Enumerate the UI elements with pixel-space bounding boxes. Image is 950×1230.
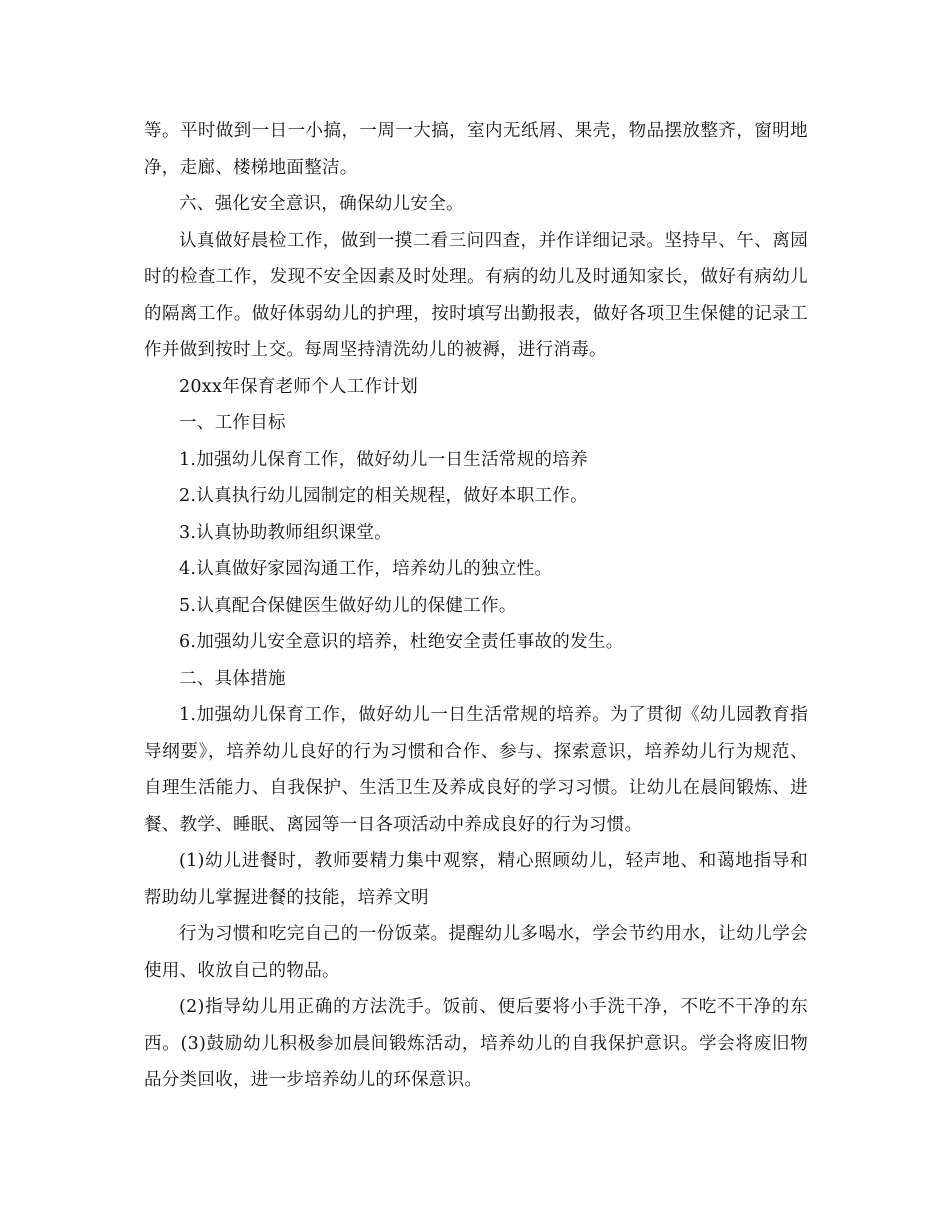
goal-item-1: 1.加强幼儿保育工作，做好幼儿一日生活常规的培养 xyxy=(179,449,588,470)
heading-safety: 六、强化安全意识，确保幼儿安全。 xyxy=(179,194,464,214)
measure-sub-2-3: (2)指导幼儿用正确的方法洗手。饭前、便后要将小手洗干净，不吃不干净的东西。(3)鼓励幼儿积极参加晨间锻炼活动，培养幼儿的自我保护意识。学会将废旧物品分类回收，进一步培养幼儿的环保意识。 xyxy=(144,997,808,1090)
goal-item-4: 4.认真做好家园沟通工作，培养幼儿的独立性。 xyxy=(179,559,553,579)
goal-item-2: 2.认真执行幼儿园制定的相关规程，做好本职工作。 xyxy=(179,486,588,506)
document-page xyxy=(144,113,808,1099)
goal-item-5: 5.认真配合保健医生做好幼儿的保健工作。 xyxy=(179,595,517,616)
goal-item-3: 3.认真协助教师组织课堂。 xyxy=(179,522,393,543)
heading-measures: 二、具体措施 xyxy=(179,668,286,689)
measure-item-1: 1.加强幼儿保育工作，做好幼儿一日生活常规的培养。为了贯彻《幼儿园教育指导纲要》，培养幼儿良好的行为习惯和合作、参与、探索意识，培养幼儿行为规范、自理生活能力、自我保护、生活卫生及养成良好的学习习惯。让幼儿在晨间锻炼、进餐、教学、睡眠、离园等一日各项活动中养成良好的行为习惯。 xyxy=(144,705,808,835)
goal-item-6: 6.加强幼儿安全意识的培养，杜绝安全责任事故的发生。 xyxy=(179,632,624,652)
measure-sub-1-continued: 行为习惯和吃完自己的一份饭菜。提醒幼儿多喝水，学会节约用水，让幼儿学会使用、收放自己的物品。 xyxy=(144,924,808,981)
heading-work-goals: 一、工作目标 xyxy=(179,413,286,433)
measure-sub-1: (1)幼儿进餐时，教师要精力集中观察，精心照顾幼儿，轻声地、和蔼地指导和帮助幼儿掌握进餐的技能，培养文明 xyxy=(144,851,808,908)
document-title: 20xx年保育老师个人工作计划 xyxy=(179,376,419,397)
paragraph-cleaning-continued: 等。平时做到一日一小搞，一周一大搞，室内无纸屑、果壳，物品摆放整齐，窗明地净，走廊、楼梯地面整洁。 xyxy=(144,121,808,178)
paragraph-safety-checks: 认真做好晨检工作，做到一摸二看三问四查，并作详细记录。坚持早、午、离园时的检查工作，发现不安全因素及时处理。有病的幼儿及时通知家长，做好有病幼儿的隔离工作。做好体弱幼儿的护理，按时填写出勤报表，做好各项卫生保健的记录工作并做到按时上交。每周坚持清洗幼儿的被褥，进行消毒。 xyxy=(144,230,808,360)
